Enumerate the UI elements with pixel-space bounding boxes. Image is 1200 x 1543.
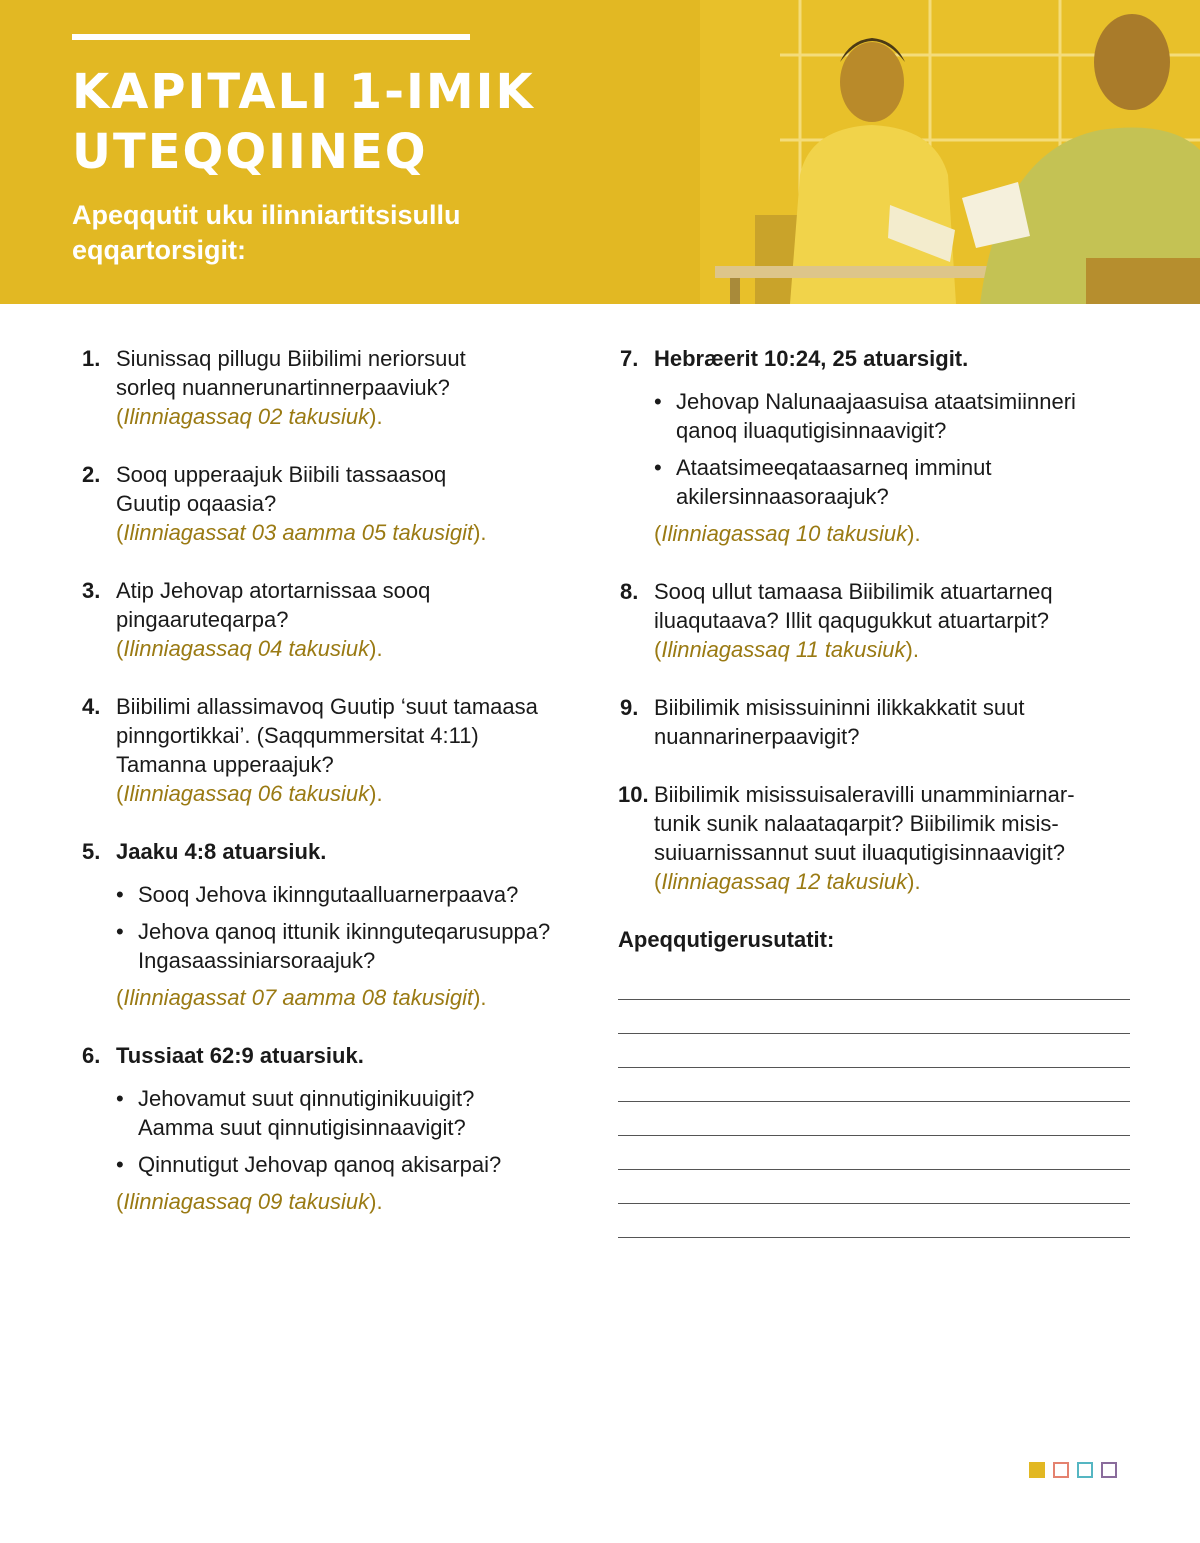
bullet-line: qanoq iluaqutigisinnaavigit? bbox=[676, 418, 947, 443]
note-line[interactable] bbox=[618, 1204, 1130, 1238]
bullet-line: Jehova qanoq ittunik ikinnguteqarusuppa? bbox=[138, 919, 551, 944]
question-line: sorleq nuannerunartinnerpaaviuk? bbox=[116, 375, 450, 400]
notes-label: Apeqqutigerusutatit: bbox=[618, 927, 835, 952]
question-number: 1. bbox=[82, 346, 101, 371]
question-8 bbox=[618, 577, 1138, 664]
question-text bbox=[654, 577, 1138, 664]
question-text bbox=[654, 344, 1138, 548]
question-number: 4. bbox=[82, 694, 101, 719]
page-title bbox=[72, 62, 632, 182]
question-line: suiuarnissannut suut iluaqutigisinnaavigit? bbox=[654, 840, 1065, 865]
bullet-line: Ataatsimeeqataasarneq imminut bbox=[676, 455, 992, 480]
question-7 bbox=[618, 344, 1138, 548]
question-line: Biibilimik misissuininni ilikkakkatit suut bbox=[654, 695, 1025, 720]
reading-assignment: Hebræerit 10:24, 25 atuarsigit. bbox=[654, 346, 969, 371]
lesson-reference-text: Ilinniagassaq 09 takusiuk bbox=[123, 1189, 370, 1214]
footer-square-filled bbox=[1029, 1462, 1045, 1478]
question-line: Biibilimi allassimavoq Guutip ‘suut tamaasa bbox=[116, 694, 538, 719]
question-number: 8. bbox=[620, 579, 639, 604]
question-text bbox=[654, 780, 1138, 896]
bullet-item bbox=[654, 387, 1138, 445]
question-line: tunik sunik nalaataqarpit? Biibilimik misis- bbox=[654, 811, 1059, 836]
footer-squares bbox=[1029, 1462, 1117, 1478]
notes-lines[interactable] bbox=[618, 966, 1138, 1238]
question-number: 2. bbox=[82, 462, 101, 487]
lesson-reference-text: Ilinniagassaq 11 takusiuk bbox=[661, 637, 906, 662]
bullet-list bbox=[116, 1084, 590, 1179]
bullet-line: Jehovamut suut qinnutiginikuuigit? bbox=[138, 1086, 475, 1111]
bullet-line: Aamma suut qinnutigisinnaavigit? bbox=[138, 1115, 466, 1140]
question-line: iluaqutaava? Illit qaqugukkut atuartarpit? bbox=[654, 608, 1050, 633]
footer-square-outline bbox=[1053, 1462, 1069, 1478]
lesson-reference: (Ilinniagassaq 11 takusiuk). bbox=[654, 637, 919, 662]
footer-square-outline bbox=[1101, 1462, 1117, 1478]
note-line[interactable] bbox=[618, 1170, 1130, 1204]
question-line: Sooq ullut tamaasa Biibilimik atuartarneq bbox=[654, 579, 1053, 604]
note-line[interactable] bbox=[618, 1068, 1130, 1102]
page-subtitle bbox=[72, 198, 512, 268]
question-2 bbox=[80, 460, 590, 547]
notes-section bbox=[618, 925, 1138, 1238]
study-illustration bbox=[700, 0, 1200, 304]
footer-square-outline bbox=[1077, 1462, 1093, 1478]
question-line: Sooq upperaajuk Biibili tassaasoq bbox=[116, 462, 447, 487]
question-line: Siunissaq pillugu Biibilimi neriorsuut bbox=[116, 346, 466, 371]
header-banner bbox=[0, 0, 1200, 304]
bullet-item bbox=[116, 1084, 590, 1142]
reading-assignment: Tussiaat 62:9 atuarsiuk. bbox=[116, 1043, 364, 1068]
bullet-line: Ingasaassiniarsoraajuk? bbox=[138, 948, 376, 973]
question-number: 3. bbox=[82, 578, 101, 603]
question-text bbox=[116, 837, 590, 1012]
bullet-item bbox=[116, 917, 590, 975]
lesson-reference-text: Ilinniagassaq 02 takusiuk bbox=[123, 404, 370, 429]
lesson-reference: (Ilinniagassat 07 aamma 08 takusigit). bbox=[116, 985, 487, 1010]
bullet-item bbox=[116, 880, 590, 909]
questions-right-column bbox=[618, 344, 1138, 1238]
question-line: Tamanna upperaajuk? bbox=[116, 752, 334, 777]
title-line-2: UTEQQIINEQ bbox=[72, 124, 428, 180]
lesson-reference-text: Ilinniagassaq 10 takusiuk bbox=[661, 521, 908, 546]
question-line: Atip Jehovap atortarnissaa sooq bbox=[116, 578, 431, 603]
question-number: 7. bbox=[620, 346, 639, 371]
question-line: Guutip oqaasia? bbox=[116, 491, 277, 516]
lesson-reference: (Ilinniagassaq 10 takusiuk). bbox=[654, 521, 921, 546]
lesson-reference-text: Ilinniagassat 07 aamma 08 takusigit bbox=[123, 985, 474, 1010]
question-6 bbox=[80, 1041, 590, 1216]
note-line[interactable] bbox=[618, 1000, 1130, 1034]
subtitle-line-1: Apeqqutit uku ilinniartitsisullu bbox=[72, 200, 461, 230]
note-line[interactable] bbox=[618, 1136, 1130, 1170]
header-rule bbox=[72, 34, 470, 40]
question-line: nuannarinerpaavigit? bbox=[654, 724, 860, 749]
lesson-reference-text: Ilinniagassaq 12 takusiuk bbox=[661, 869, 908, 894]
bullet-line: akilersinnaasoraajuk? bbox=[676, 484, 889, 509]
reading-assignment: Jaaku 4:8 atuarsiuk. bbox=[116, 839, 327, 864]
lesson-reference-text: Ilinniagassat 03 aamma 05 takusigit bbox=[123, 520, 474, 545]
bullet-list bbox=[654, 387, 1138, 511]
bullet-item bbox=[654, 453, 1138, 511]
lesson-reference-text: Ilinniagassaq 06 takusiuk bbox=[123, 781, 370, 806]
question-line: pingaaruteqarpa? bbox=[116, 607, 289, 632]
lesson-reference: (Ilinniagassat 03 aamma 05 takusigit). bbox=[116, 520, 487, 545]
lesson-reference: (Ilinniagassaq 09 takusiuk). bbox=[116, 1189, 383, 1214]
title-line-1: KAPITALI 1-IMIK bbox=[72, 64, 535, 120]
note-line[interactable] bbox=[618, 1102, 1130, 1136]
question-4 bbox=[80, 692, 590, 808]
question-line: Biibilimik misissuisaleravilli unamminiarnar- bbox=[654, 782, 1075, 807]
question-line: pinngortikkai’. (Saqqummersitat 4:11) bbox=[116, 723, 479, 748]
bullet-line: Sooq Jehova ikinngutaalluarnerpaava? bbox=[138, 882, 519, 907]
question-text bbox=[116, 1041, 590, 1216]
question-text bbox=[116, 460, 590, 547]
note-line[interactable] bbox=[618, 966, 1130, 1000]
question-text bbox=[654, 693, 1138, 751]
question-text bbox=[116, 576, 590, 663]
lesson-reference: (Ilinniagassaq 06 takusiuk). bbox=[116, 781, 383, 806]
bullet-item bbox=[116, 1150, 590, 1179]
lesson-reference: (Ilinniagassaq 12 takusiuk). bbox=[654, 869, 921, 894]
questions-left-column bbox=[80, 344, 590, 1216]
lesson-reference: (Ilinniagassaq 04 takusiuk). bbox=[116, 636, 383, 661]
question-number: 10. bbox=[618, 782, 649, 807]
note-line[interactable] bbox=[618, 1034, 1130, 1068]
lesson-reference: (Ilinniagassaq 02 takusiuk). bbox=[116, 404, 383, 429]
bullet-line: Qinnutigut Jehovap qanoq akisarpai? bbox=[138, 1152, 502, 1177]
question-number: 9. bbox=[620, 695, 639, 720]
question-number: 6. bbox=[82, 1043, 101, 1068]
question-number: 5. bbox=[82, 839, 101, 864]
subtitle-line-2: eqqartorsigit: bbox=[72, 235, 247, 265]
question-5 bbox=[80, 837, 590, 1012]
question-text bbox=[116, 344, 590, 431]
question-3 bbox=[80, 576, 590, 663]
bullet-list bbox=[116, 880, 590, 975]
bullet-line: Jehovap Nalunaajaasuisa ataatsimiinneri bbox=[676, 389, 1076, 414]
question-10 bbox=[618, 780, 1138, 896]
lesson-reference-text: Ilinniagassaq 04 takusiuk bbox=[123, 636, 370, 661]
question-9 bbox=[618, 693, 1138, 751]
question-text bbox=[116, 692, 590, 808]
question-1 bbox=[80, 344, 590, 431]
